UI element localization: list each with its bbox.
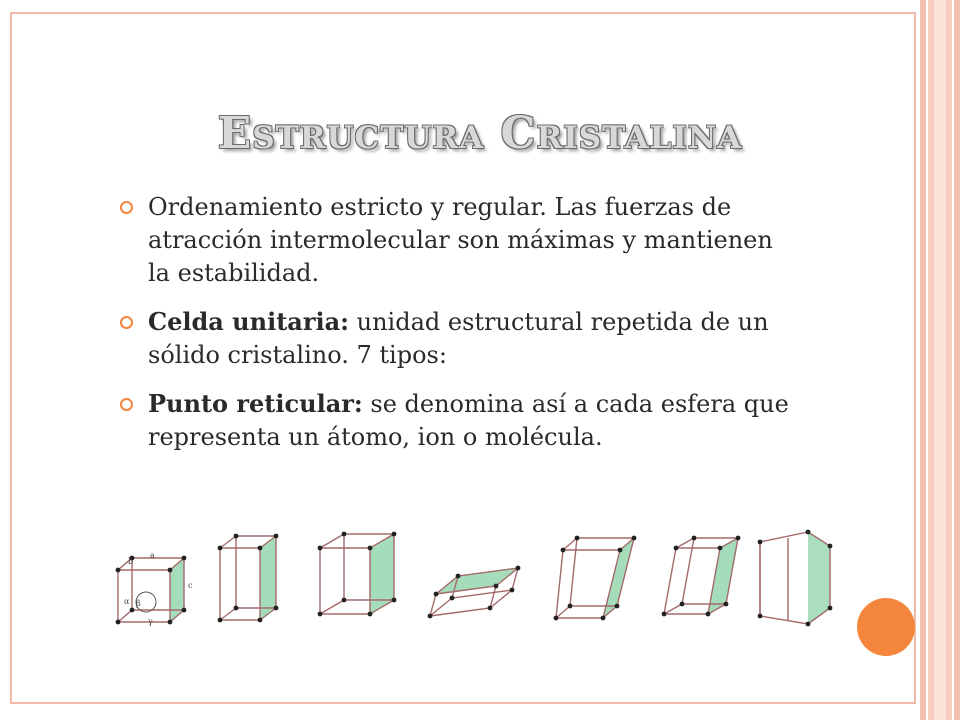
cell-edge xyxy=(563,538,577,550)
bullet-text: unidad estructural repetida de un sólido cristalino. 7 tipos: xyxy=(148,308,769,369)
lattice-point xyxy=(342,532,347,537)
lattice-point xyxy=(318,612,323,617)
bullet-list xyxy=(118,190,798,469)
unit-cells-figure xyxy=(108,520,848,635)
bullet-text: se denomina así a cada esfera que representa un átomo, ion o molécula. xyxy=(148,390,789,451)
lattice-point xyxy=(662,612,667,617)
lattice-point xyxy=(218,546,223,551)
cell-edge xyxy=(118,570,170,622)
axis-letter: β xyxy=(136,599,141,608)
cell-edge xyxy=(220,548,260,620)
lattice-point xyxy=(456,574,461,579)
lattice-point xyxy=(116,620,121,625)
lattice-point xyxy=(724,602,729,607)
lattice-point xyxy=(368,546,373,551)
lattice-point xyxy=(674,546,679,551)
lattice-point xyxy=(615,604,620,609)
bullet-term: Punto reticular: xyxy=(148,389,363,418)
bullet-item xyxy=(118,305,798,372)
bullet-item xyxy=(118,190,798,290)
lattice-point xyxy=(168,568,173,573)
lattice-point xyxy=(618,548,623,553)
cell-edge xyxy=(320,600,344,614)
lattice-point xyxy=(692,536,697,541)
lattice-point xyxy=(182,556,187,561)
cell-edge xyxy=(220,608,236,620)
lattice-point xyxy=(561,548,566,553)
unit-cells-svg xyxy=(108,520,848,635)
axis-letter: γ xyxy=(148,617,153,626)
lattice-point xyxy=(494,584,499,589)
bullet-marker-icon xyxy=(120,398,133,411)
lattice-point xyxy=(806,530,811,535)
lattice-point xyxy=(706,612,711,617)
lattice-point xyxy=(758,614,763,619)
lattice-point xyxy=(274,606,279,611)
cell-edge xyxy=(320,548,370,614)
axis-letter: b xyxy=(128,557,134,566)
lattice-point xyxy=(130,608,135,613)
bullet-marker-icon xyxy=(120,316,133,329)
cell-edge xyxy=(676,538,694,548)
cell-edge xyxy=(320,534,344,548)
lattice-point xyxy=(554,616,559,621)
decorative-circle xyxy=(857,598,915,656)
axis-letter: a xyxy=(150,551,155,560)
lattice-point xyxy=(218,618,223,623)
lattice-point xyxy=(318,546,323,551)
lattice-point xyxy=(392,598,397,603)
lattice-point xyxy=(828,544,833,549)
lattice-point xyxy=(116,568,121,573)
axis-letter: c xyxy=(188,581,193,590)
lattice-point xyxy=(342,598,347,603)
lattice-point xyxy=(601,616,606,621)
lattice-point xyxy=(758,540,763,545)
slide-title: Estructura Cristalina xyxy=(217,108,743,159)
bullet-term: Celda unitaria: xyxy=(148,307,349,336)
lattice-point xyxy=(632,536,637,541)
lattice-point xyxy=(828,606,833,611)
cell-edge xyxy=(118,610,132,622)
bullet-text: Ordenamiento estricto y regular. Las fuerzas de atracción intermolecular son máximas y mantienen la estabilidad. xyxy=(148,193,773,287)
cell-edge xyxy=(430,590,512,616)
lattice-point xyxy=(806,622,811,627)
lattice-point xyxy=(368,612,373,617)
bullet-item xyxy=(118,387,798,454)
cell-edge xyxy=(556,606,570,618)
lattice-point xyxy=(168,620,173,625)
cell-face xyxy=(708,538,738,614)
lattice-point xyxy=(258,618,263,623)
axis-letter: α xyxy=(124,597,130,606)
lattice-point xyxy=(182,608,187,613)
lattice-point xyxy=(428,614,433,619)
lattice-point xyxy=(516,566,521,571)
lattice-point xyxy=(258,546,263,551)
cell-edge xyxy=(664,604,682,614)
cell-face xyxy=(436,568,518,594)
lattice-point xyxy=(434,592,439,597)
bullet-marker-icon xyxy=(120,201,133,214)
lattice-point xyxy=(488,606,493,611)
cell-edge xyxy=(220,536,236,548)
lattice-point xyxy=(680,602,685,607)
lattice-point xyxy=(274,534,279,539)
lattice-point xyxy=(450,596,455,601)
lattice-point xyxy=(736,536,741,541)
lattice-point xyxy=(234,606,239,611)
lattice-point xyxy=(575,536,580,541)
lattice-point xyxy=(392,532,397,537)
lattice-point xyxy=(510,588,515,593)
lattice-point xyxy=(568,604,573,609)
lattice-point xyxy=(234,534,239,539)
lattice-point xyxy=(718,546,723,551)
